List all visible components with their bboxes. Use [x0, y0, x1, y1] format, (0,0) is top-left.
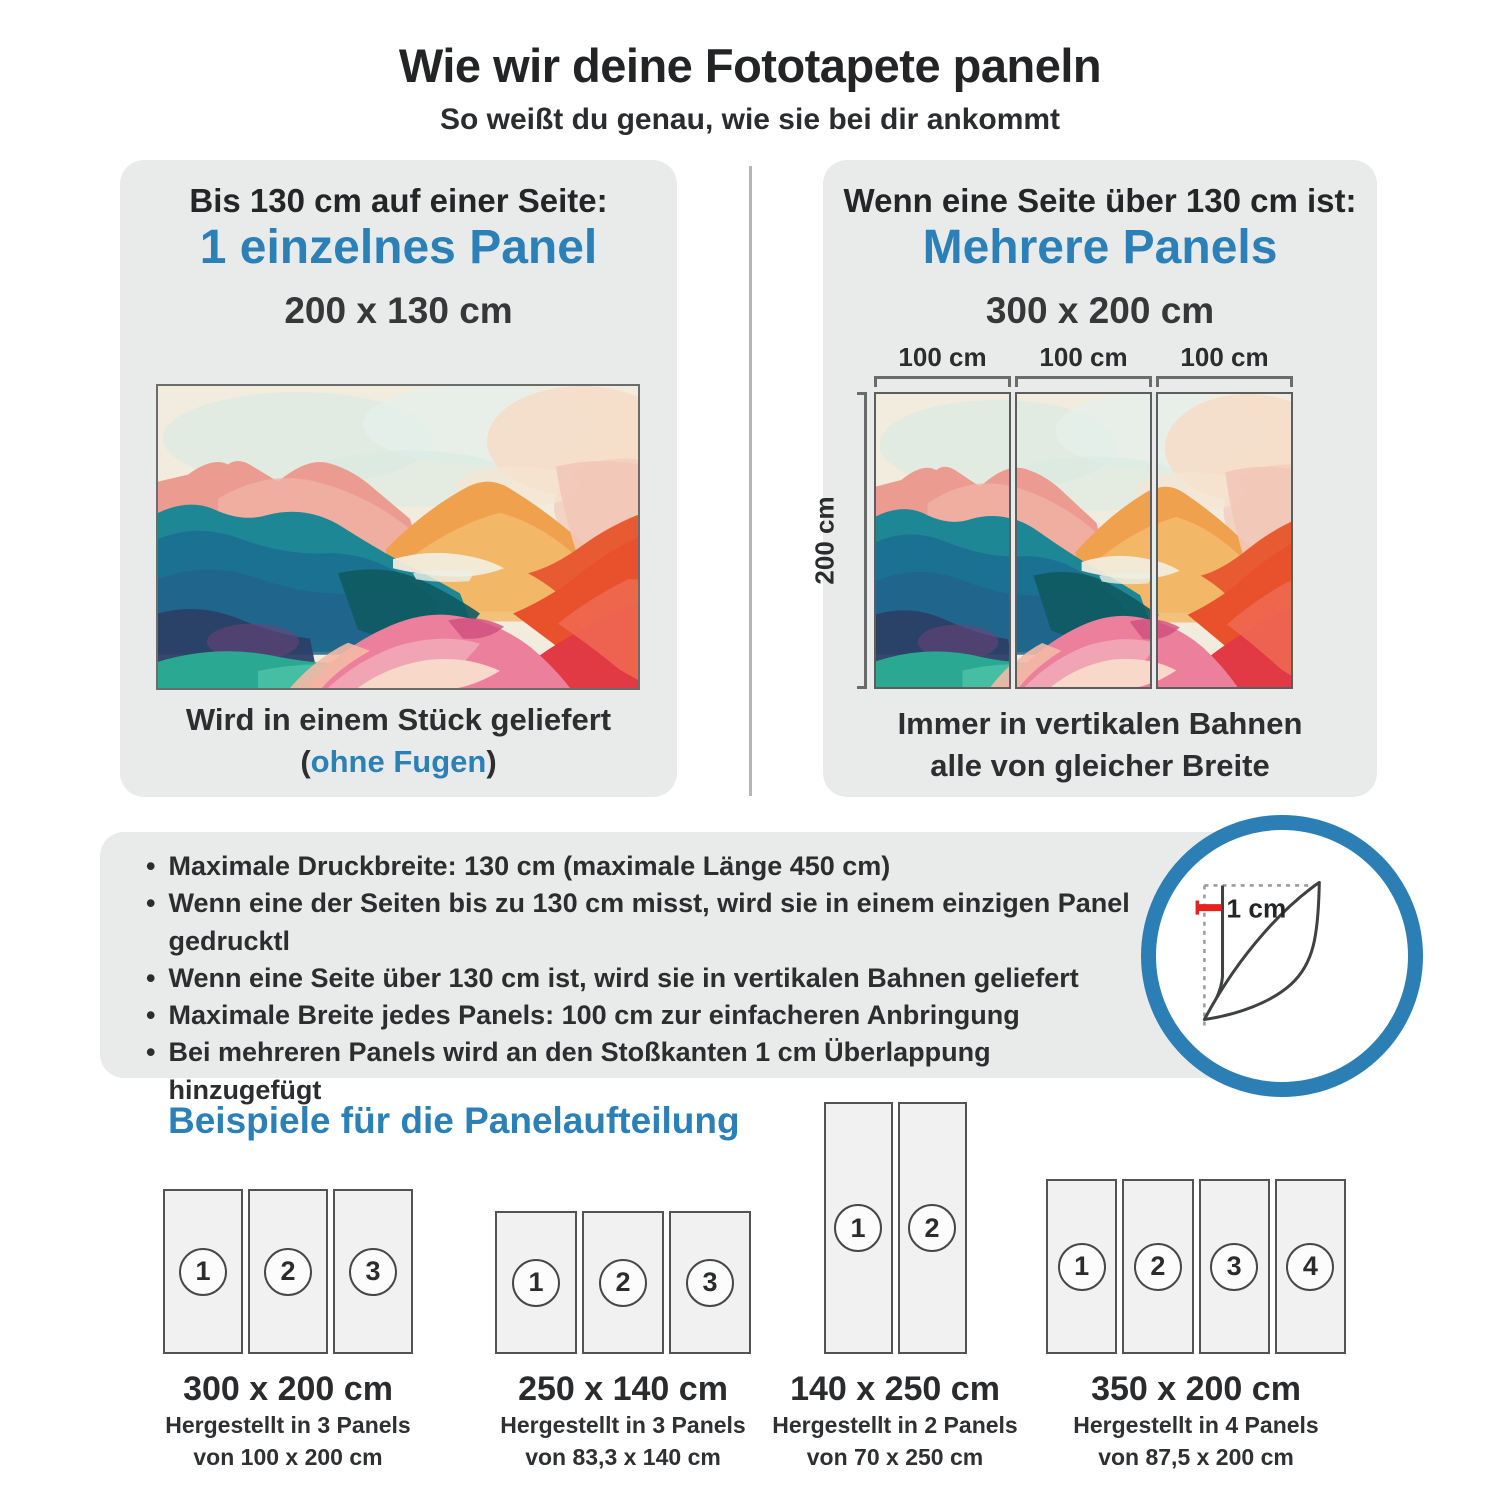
- example-panel: [1199, 1179, 1270, 1354]
- example-diagram: [138, 1098, 438, 1354]
- example-panel: [824, 1102, 893, 1354]
- paren-open: (: [300, 744, 311, 779]
- example-panel: [1122, 1179, 1193, 1354]
- example-panel: [1275, 1179, 1346, 1354]
- example-300x200: [138, 1098, 438, 1473]
- single-panel-size: 200 x 130 cm: [284, 290, 513, 331]
- example-250x140: [473, 1098, 773, 1473]
- info-card: [100, 832, 1292, 1105]
- panel-number-badge: 3: [349, 1248, 397, 1296]
- single-panel-headline: 1 einzelnes Panel: [199, 221, 598, 274]
- single-panel-intro: Bis 130 cm auf einer Seite:: [189, 182, 608, 219]
- panel-number-badge: 2: [264, 1248, 312, 1296]
- height-label: 200 cm: [809, 496, 840, 585]
- panel-slice-1: [874, 392, 1011, 689]
- paren-close: ): [486, 744, 497, 779]
- example-size: 300 x 200 cm: [183, 1370, 393, 1408]
- example-350x200: [1046, 1098, 1346, 1473]
- single-panel-card: [120, 160, 677, 797]
- bullet-list: [146, 848, 1146, 1109]
- overlap-measurement-label: 1 cm: [1226, 893, 1287, 924]
- watercolor-artwork: [158, 386, 638, 688]
- bullet-item: [146, 997, 1146, 1034]
- watercolor-artwork-slice-3: [1156, 394, 1293, 687]
- examples-heading: Beispiele für die Panelaufteilung: [168, 1100, 740, 1141]
- example-detail-line1: Hergestellt in 2 Panels: [772, 1412, 1018, 1438]
- example-detail-line2: von 83,3 x 140 cm: [525, 1444, 721, 1471]
- multi-panel-card: [809, 160, 1377, 797]
- example-diagram: [745, 1098, 1045, 1354]
- example-size: 140 x 250 cm: [790, 1370, 1000, 1408]
- bullet-text: Wenn eine Seite über 130 cm ist, wird sie in vertikalen Bahnen geliefert: [168, 962, 1079, 993]
- width-dimension-bracket-3: [1156, 376, 1293, 387]
- example-panel: [333, 1189, 413, 1354]
- example-panel: [898, 1102, 967, 1354]
- multi-panel-note-line2: alle von gleicher Breite: [930, 748, 1270, 783]
- single-panel-note-line2: [120, 744, 677, 780]
- example-size: 350 x 200 cm: [1091, 1370, 1301, 1408]
- panel-number-badge: 1: [512, 1259, 560, 1307]
- panel-number-badge: 3: [686, 1259, 734, 1307]
- width-label-2: 100 cm: [1039, 342, 1128, 372]
- panel-number-badge: 1: [179, 1248, 227, 1296]
- multi-panel-size: 300 x 200 cm: [985, 290, 1215, 331]
- width-label-1: 100 cm: [898, 342, 987, 372]
- bullet-item: [146, 960, 1146, 997]
- bullet-dot: •: [146, 1037, 156, 1068]
- panel-slice-3: [1156, 392, 1293, 689]
- example-detail-line1: Hergestellt in 3 Panels: [500, 1412, 746, 1438]
- bullet-text: Bei mehreren Panels wird an den Stoßkanten 1 cm Überlappung hinzugefügt: [168, 1037, 991, 1105]
- example-size: 250 x 140 cm: [518, 1370, 728, 1408]
- example-detail-line1: Hergestellt in 4 Panels: [1073, 1412, 1319, 1438]
- page-title: Wie wir deine Fototapete paneln: [398, 39, 1102, 92]
- panel-number-badge: 2: [1134, 1243, 1182, 1291]
- bullet-dot: •: [146, 888, 156, 919]
- panel-number-badge: 1: [834, 1204, 882, 1252]
- example-diagram: [1046, 1098, 1346, 1354]
- example-panel: [669, 1211, 751, 1354]
- bullet-text: Maximale Breite jedes Panels: 100 cm zur einfacheren Anbringung: [168, 1000, 1020, 1030]
- multi-panel-intro: Wenn eine Seite über 130 cm ist:: [843, 182, 1357, 219]
- bullet-text: Wenn eine der Seiten bis zu 130 cm misst, wird sie in einem einzigen Panel gedrucktl: [168, 888, 1130, 956]
- bullet-dot: •: [146, 851, 156, 881]
- example-panel: [163, 1189, 243, 1354]
- bullet-dot: •: [146, 962, 156, 993]
- bullet-text: Maximale Druckbreite: 130 cm (maximale Länge 450 cm): [168, 851, 891, 881]
- width-dimension-bracket-2: [1015, 376, 1152, 387]
- example-detail-line2: von 87,5 x 200 cm: [1098, 1444, 1294, 1471]
- panel-number-badge: 2: [908, 1204, 956, 1252]
- panel-slice-2: [1015, 392, 1152, 689]
- example-panel: [248, 1189, 328, 1354]
- wallpaper-preview-image: [156, 384, 640, 690]
- example-detail-line2: von 100 x 200 cm: [193, 1444, 383, 1471]
- panel-number-badge: 4: [1286, 1243, 1334, 1291]
- example-panel: [582, 1211, 664, 1354]
- panel-number-badge: 2: [599, 1259, 647, 1307]
- example-detail-line1: Hergestellt in 3 Panels: [165, 1412, 411, 1438]
- bullet-dot: •: [146, 1000, 156, 1030]
- page-overlap-icon: [1156, 830, 1408, 1082]
- panel-number-badge: 1: [1058, 1243, 1106, 1291]
- bullet-item: [146, 848, 1146, 885]
- watercolor-artwork-slice-1: [875, 394, 1011, 687]
- example-140x250: [745, 1098, 1045, 1473]
- page-subtitle: So weißt du genau, wie sie bei dir ankommt: [439, 103, 1061, 136]
- example-panel: [495, 1211, 577, 1354]
- single-panel-note-line1: Wird in einem Stück geliefert: [185, 702, 612, 737]
- height-dimension-line: [857, 392, 867, 689]
- width-dimension-bracket-1: [874, 376, 1011, 387]
- watercolor-artwork-slice-2: [1015, 394, 1152, 687]
- bullet-item: [146, 885, 1146, 960]
- multi-panel-headline: Mehrere Panels: [922, 221, 1278, 274]
- panel-number-badge: 3: [1210, 1243, 1258, 1291]
- example-diagram: [473, 1098, 773, 1354]
- height-label-box: [801, 392, 849, 689]
- overlap-circle-badge: [1141, 815, 1423, 1097]
- width-label-3: 100 cm: [1180, 342, 1269, 372]
- multi-panel-note-line1: Immer in vertikalen Bahnen: [897, 706, 1303, 741]
- vertical-divider: [749, 166, 752, 796]
- example-panel: [1046, 1179, 1117, 1354]
- note-highlight: ohne Fugen: [310, 744, 487, 779]
- example-detail-line2: von 70 x 250 cm: [806, 1444, 984, 1471]
